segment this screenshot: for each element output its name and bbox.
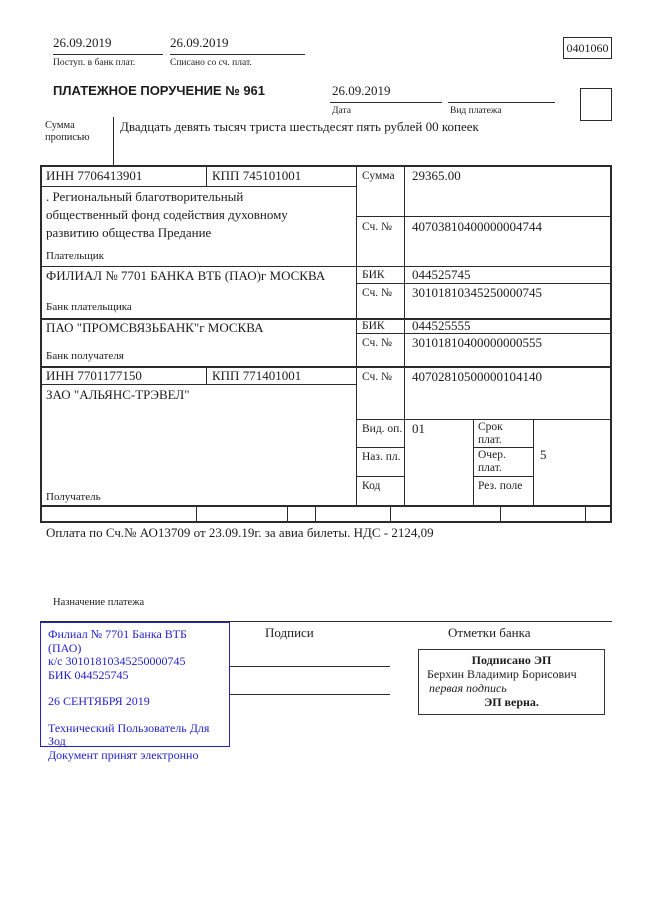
- line-payer-section: [40, 266, 612, 267]
- table-border-right: [610, 165, 612, 523]
- tax-row-divider-5: [500, 505, 501, 521]
- payer-account-label: Сч. №: [362, 221, 393, 233]
- bank-stamp-line4: 26 СЕНТЯБРЯ 2019: [48, 694, 150, 708]
- payee-name: ЗАО "АЛЬЯНС-ТРЭВЕЛ": [46, 387, 190, 402]
- purpose-section-label: Назначение платежа: [53, 597, 145, 608]
- line-under-purpose-code: [356, 476, 404, 477]
- date-underline: [330, 102, 442, 103]
- bank-stamp: [40, 622, 230, 762]
- signatures-label: Подписи: [265, 625, 314, 640]
- payee-inn: ИНН 7701177150: [46, 368, 142, 383]
- payment-type-underline: [448, 102, 555, 103]
- order-value: 5: [540, 447, 547, 462]
- payee-bank-section-label: Банк получателя: [46, 350, 124, 362]
- signature-line-1: [230, 666, 390, 667]
- status-box: [580, 88, 612, 121]
- payee-bank-account-label: Сч. №: [362, 337, 393, 349]
- signature-stamp-subtitle: первая подпись: [429, 681, 507, 695]
- payer-account: 40703810400000004744: [412, 219, 542, 234]
- bank-stamp-line1: Филиал № 7701 Банка ВТБ (ПАО): [48, 627, 187, 655]
- divider-main-sections: [356, 165, 357, 507]
- line-under-order: [473, 476, 533, 477]
- payer-bank-bik-label: БИК: [362, 269, 385, 281]
- divider-label-column: [404, 165, 405, 507]
- payer-name-line2: общественный фонд содействия духовному: [46, 207, 288, 222]
- payee-kpp: КПП 771401001: [212, 368, 302, 383]
- form-code: 0401060: [566, 41, 609, 55]
- order-label: Очер. плат.: [478, 449, 506, 474]
- divider-term-values: [533, 419, 534, 507]
- tax-row-divider-6: [585, 505, 586, 521]
- bank-marks-label: Отметки банка: [448, 625, 531, 640]
- amount-words-label: Сумма прописью: [45, 120, 90, 144]
- line-under-op-type: [356, 447, 404, 448]
- amount-words-divider: [113, 117, 114, 165]
- line-under-payer-inn: [40, 186, 356, 187]
- reserve-label: Рез. поле: [478, 480, 523, 492]
- payee-account: 40702810500000104140: [412, 369, 542, 384]
- signature-stamp-verified: ЭП верна.: [484, 695, 539, 709]
- payee-bank-account: 30101810400000000555: [412, 335, 542, 350]
- payer-inn: ИНН 7706413901: [46, 168, 143, 183]
- code-label: Код: [362, 480, 381, 492]
- tax-row-divider-2: [287, 505, 288, 521]
- received-date: 26.09.2019: [53, 35, 112, 50]
- payer-name-line1: . Региональный благотворительный: [46, 189, 244, 204]
- payer-name-line3: развитию общества Предание: [46, 225, 212, 240]
- payee-account-label: Сч. №: [362, 371, 393, 383]
- payee-bank-bik: 044525555: [412, 318, 471, 333]
- payer-bank-bik: 044525745: [412, 267, 471, 282]
- bank-stamp-spacer: [48, 709, 222, 722]
- date-label: Дата: [332, 106, 351, 116]
- payer-bank-name: ФИЛИАЛ № 7701 БАНКА ВТБ (ПАО)г МОСКВА: [46, 268, 326, 283]
- sum-value: 29365.00: [412, 168, 461, 183]
- purpose-code-label: Наз. пл.: [362, 451, 401, 463]
- table-border-bottom: [40, 521, 612, 523]
- bank-stamp-line7: Документ принят электронно: [48, 747, 199, 762]
- signature-stamp-name: Берхин Владимир Борисович: [427, 667, 577, 681]
- payee-bank-name: ПАО "ПРОМСВЯЗЬБАНК"г МОСКВА: [46, 320, 264, 335]
- line-under-payee-inn: [40, 384, 356, 385]
- divider-payee-inn-kpp: [206, 366, 207, 385]
- line-under-payee-bik: [356, 333, 612, 334]
- payment-purpose-text: Оплата по Сч.№ АО13709 от 23.09.19г. за авиа билеты. НДС - 2124,09: [46, 525, 434, 540]
- divider-op-values: [473, 419, 474, 507]
- payer-bank-account-label: Сч. №: [362, 287, 393, 299]
- bank-stamp-line2: к/с 30101810345250000745: [48, 654, 186, 668]
- signature-line-2: [230, 694, 390, 695]
- payee-bank-bik-label: БИК: [362, 320, 385, 332]
- document-title: ПЛАТЕЖНОЕ ПОРУЧЕНИЕ № 961: [53, 83, 266, 98]
- document-date: 26.09.2019: [332, 83, 391, 98]
- sum-label: Сумма: [362, 170, 395, 182]
- tax-row-divider-3: [315, 505, 316, 521]
- payer-bank-section-label: Банк плательщика: [46, 301, 132, 313]
- received-date-label: Поступ. в банк плат.: [53, 58, 136, 68]
- divider-payer-inn-kpp: [206, 165, 207, 187]
- payee-section-label: Получатель: [46, 491, 101, 503]
- bank-stamp-line3: БИК 044525745: [48, 667, 129, 682]
- payment-type-label: Вид платежа: [450, 106, 502, 116]
- payer-kpp: КПП 745101001: [212, 168, 302, 183]
- form-code-box: [563, 37, 612, 59]
- term-label: Срок плат.: [478, 421, 503, 446]
- op-type-value: 01: [412, 421, 425, 436]
- tax-row-divider-1: [196, 505, 197, 521]
- signature-stamp-title: Подписано ЭП: [471, 653, 552, 667]
- signature-stamp: [418, 649, 605, 715]
- table-border-left: [40, 165, 42, 523]
- tax-row-divider-4: [390, 505, 391, 521]
- bank-stamp-line6: Зод: [48, 734, 66, 748]
- debited-date-label: Списано со сч. плат.: [170, 58, 252, 68]
- line-under-sum: [356, 216, 612, 217]
- line-under-payee-account: [356, 419, 612, 420]
- payer-section-label: Плательщик: [46, 250, 104, 262]
- op-type-label: Вид. оп.: [362, 423, 403, 435]
- line-under-term: [473, 447, 533, 448]
- line-payee-section: [40, 505, 612, 507]
- line-under-payer-bik: [356, 283, 612, 284]
- bank-stamp-line5: Технический Пользователь Для: [48, 720, 210, 735]
- debited-date-underline: [170, 54, 305, 55]
- debited-date: 26.09.2019: [170, 35, 229, 50]
- payer-bank-account: 30101810345250000745: [412, 285, 542, 300]
- received-date-underline: [53, 54, 163, 55]
- amount-words-value: Двадцать девять тысяч триста шестьдесят пять рублей 00 копеек: [120, 119, 479, 134]
- table-border-top: [40, 165, 612, 167]
